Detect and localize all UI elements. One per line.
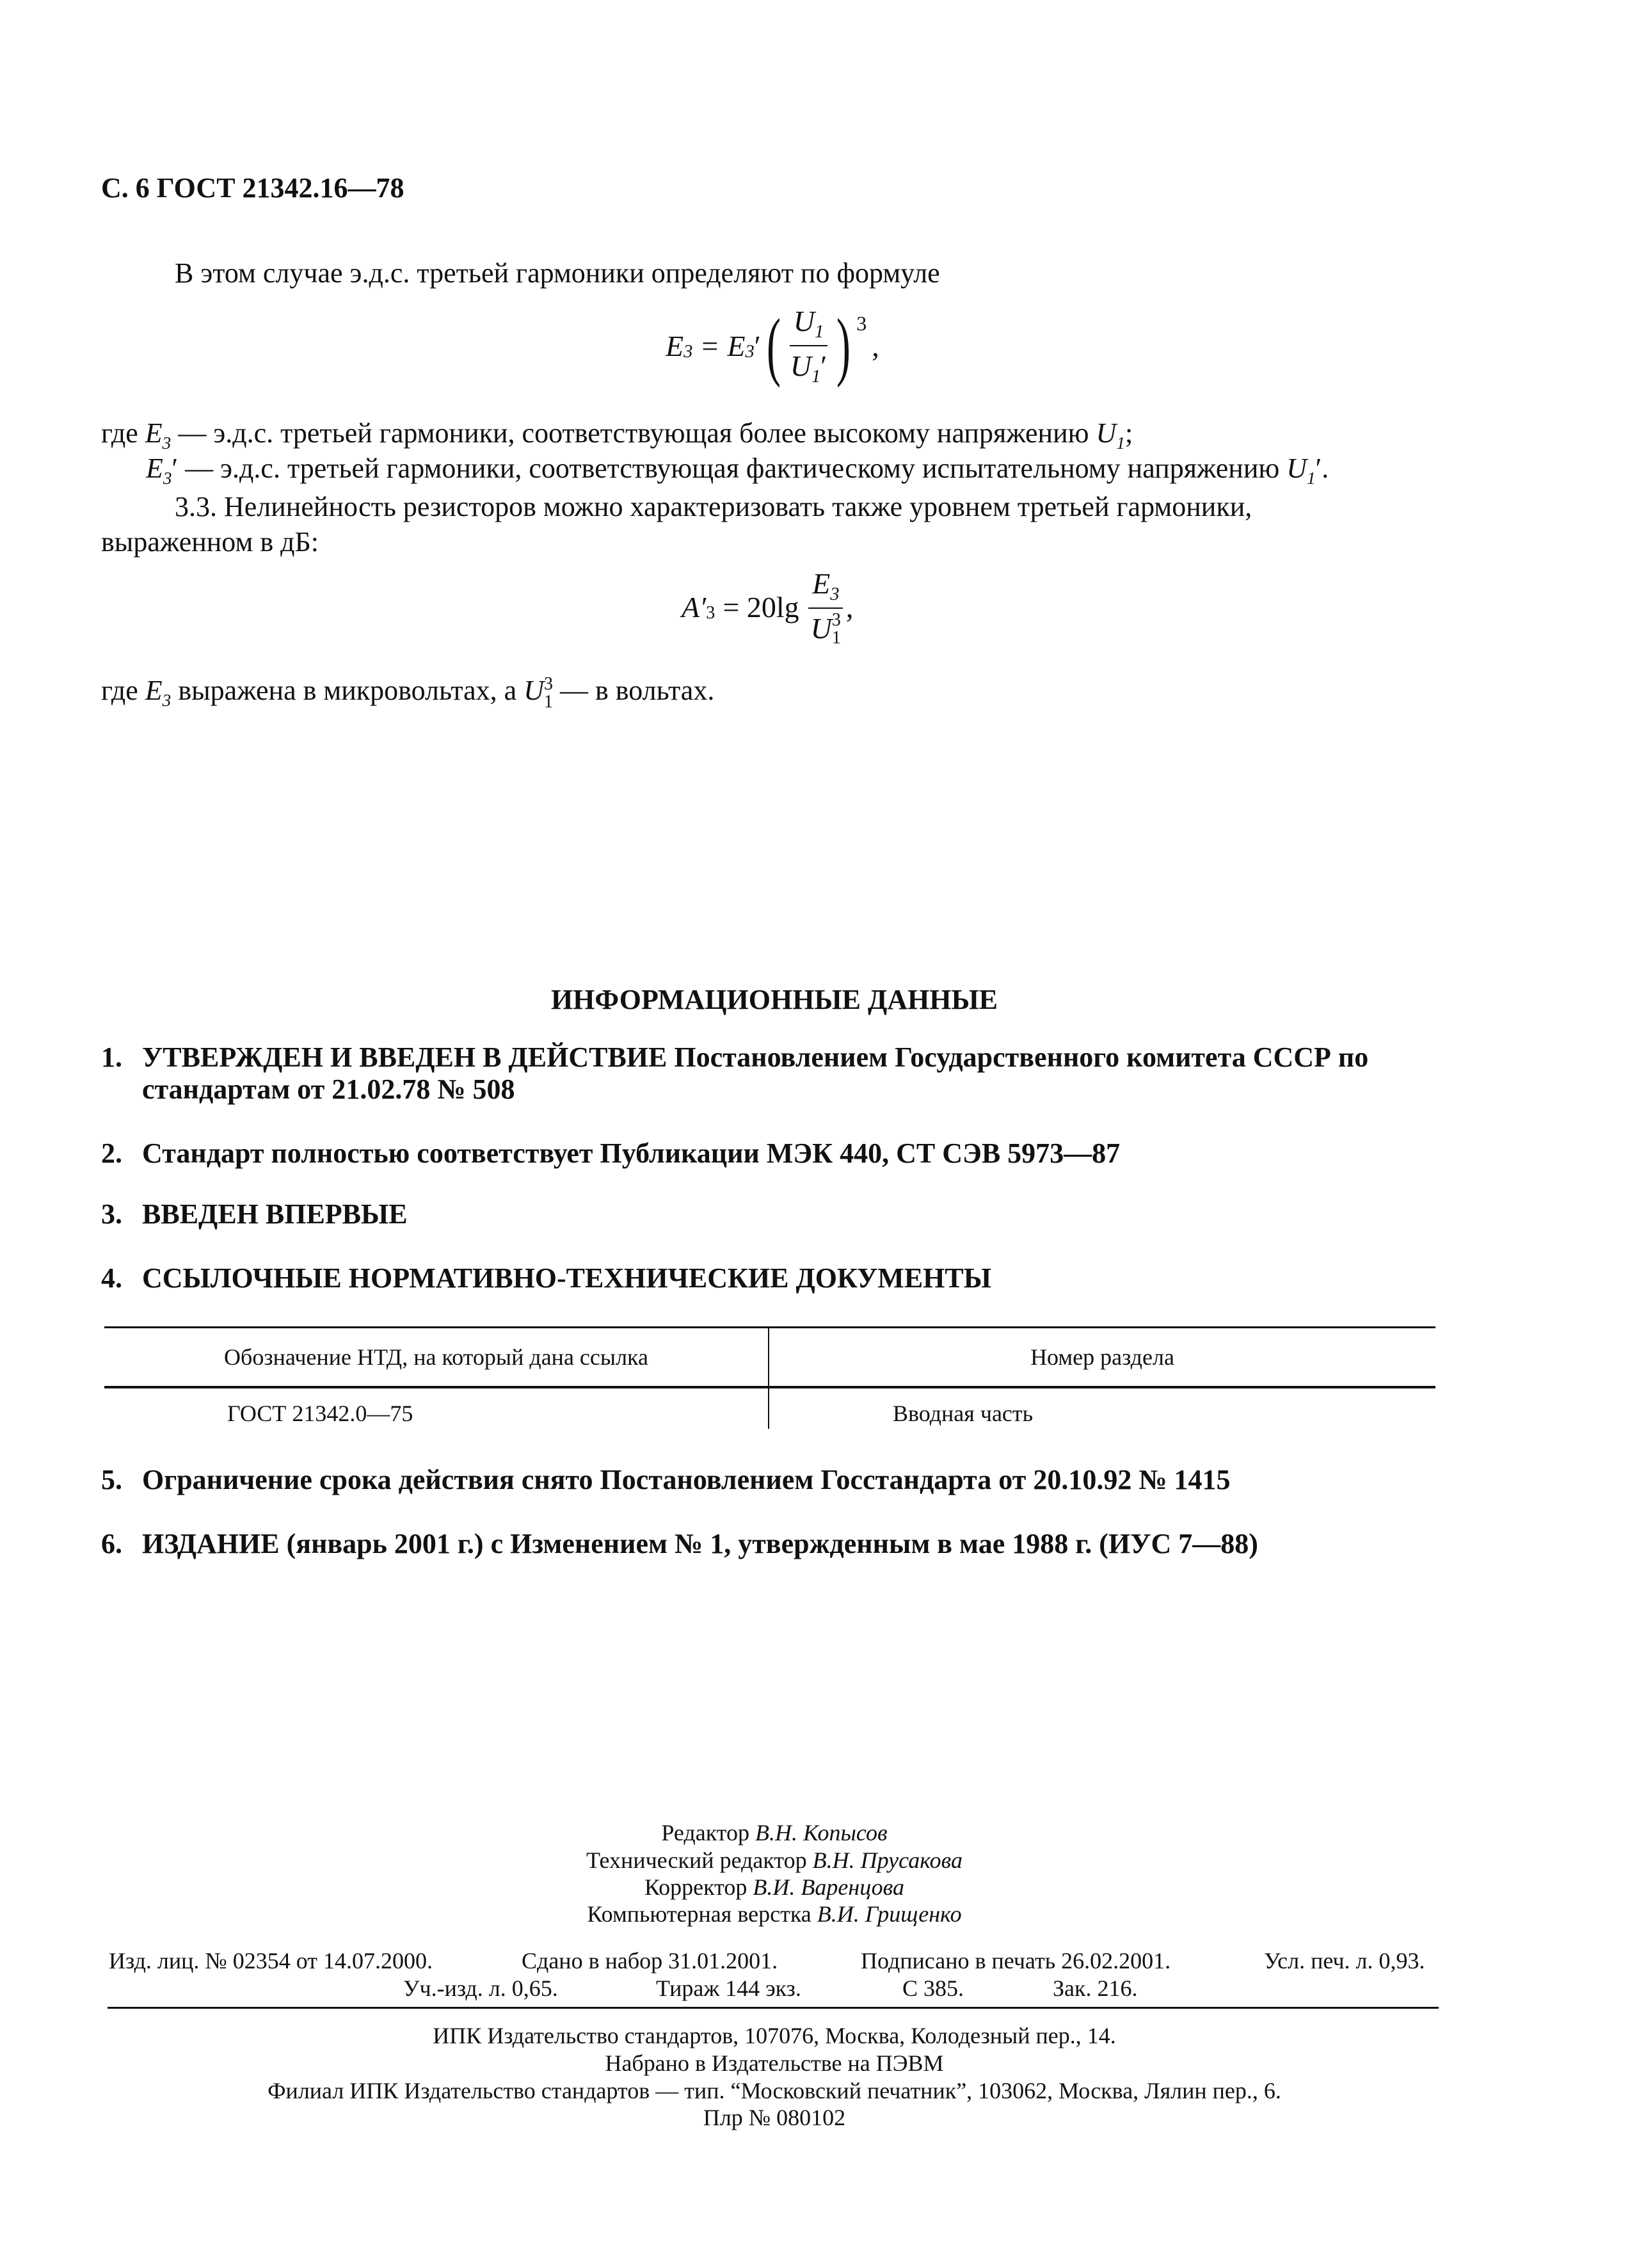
formula1-power: 3 — [856, 311, 867, 335]
table-cell-ntd: ГОСТ 21342.0—75 — [227, 1401, 413, 1426]
where1-text1: — э.д.с. третьей гармоники, соответствующая более высокому напряжению — [178, 417, 1089, 449]
table-header-rule — [104, 1386, 1435, 1388]
credit-tech-role: Технический редактор — [586, 1847, 807, 1873]
imprint-license: Изд. лиц. № 02354 от 14.07.2000. — [109, 1948, 433, 1974]
formula1-coef-prime: ′ — [754, 329, 761, 362]
where2-u-sup: 3 — [544, 674, 553, 694]
publisher-line4: Плр № 080102 — [703, 2105, 846, 2130]
publisher-line2: Набрано в Издательстве на ПЭВМ — [605, 2050, 944, 2076]
formula2-num-sub: 3 — [830, 584, 840, 605]
info-item4: ССЫЛОЧНЫЕ НОРМАТИВНО-ТЕХНИЧЕСКИЕ ДОКУМЕНТЫ — [142, 1262, 991, 1294]
credit-layout — [0, 1902, 1549, 1926]
where2-lead: где — [101, 675, 138, 707]
where2-end: — в вольтах. — [560, 675, 715, 707]
where1-sym2-prime: ′ — [172, 453, 179, 484]
formula1-den-prime: ′ — [820, 350, 827, 383]
where1-lead: где — [101, 417, 138, 449]
info-item2: Стандарт полностью соответствует Публикации МЭК 440, СТ СЭВ 5973—87 — [142, 1138, 1121, 1169]
formula2-den-sub: 1 — [831, 628, 841, 648]
formula1-den: U — [790, 350, 811, 383]
table-header-ntd: Обозначение НТД, на который дана ссылка — [224, 1344, 648, 1370]
info-item5: Ограничение срока действия снято Постановлением Госстандарта от 20.10.92 № 1415 — [142, 1464, 1231, 1495]
table-cell-section: Вводная часть — [893, 1401, 1034, 1426]
formula-e3 — [666, 304, 879, 387]
info-item6: ИЗДАНИЕ (январь 2001 г.) с Изменением № 1, утвержденным в мае 1988 г. (ИУС 7—88) — [142, 1528, 1258, 1559]
where1-sym2: E — [146, 453, 163, 484]
imprint-rule — [108, 2007, 1439, 2009]
left-paren: ( — [766, 303, 781, 389]
credit-layout-name: В.И. Грищенко — [817, 1901, 962, 1927]
formula1-fraction — [787, 304, 831, 387]
formula2-den: U — [810, 612, 832, 645]
where1-u2-sub: 1 — [1307, 468, 1316, 488]
formula1-num: U — [793, 305, 815, 337]
info-item1-rest: Постановлением Государственного комитета СССР по — [674, 1042, 1369, 1073]
credit-tech-editor — [0, 1849, 1549, 1872]
where1-sym1-sub: 3 — [162, 433, 172, 453]
intro-text: В этом случае э.д.с. третьей гармоники определяют по формуле — [175, 257, 940, 289]
imprint-zak: Зак. 216. — [1053, 1975, 1138, 2001]
table-column-divider — [768, 1326, 769, 1429]
credit-tech-name: В.Н. Прусакова — [812, 1847, 963, 1873]
where1-sym2-sub: 3 — [163, 468, 172, 488]
imprint-signed: Подписано в печать 26.02.2001. — [861, 1948, 1171, 1974]
formula2-eq: = 20lg — [723, 590, 799, 623]
where1-u1: U — [1096, 417, 1117, 449]
where1-end2: ′. — [1315, 453, 1329, 484]
credit-corrector — [0, 1876, 1549, 1899]
info-item1-number: 1. — [101, 1042, 122, 1073]
formula-a3 — [682, 567, 853, 647]
credit-editor — [0, 1821, 1549, 1844]
formula2-trail: , — [845, 590, 854, 623]
formula1-lhs: E — [666, 329, 684, 362]
imprint-c: С 385. — [902, 1975, 964, 2001]
formula2-lhs-sub: 3 — [706, 603, 715, 623]
para33-line2: выраженном в дБ: — [101, 526, 319, 558]
table-header-section: Номер раздела — [1030, 1344, 1174, 1370]
para33-line1: 3.3. Нелинейность резисторов можно характеризовать также уровнем третьей гармоники, — [175, 491, 1252, 522]
formula1-eq: = — [701, 329, 719, 362]
info-item1-line2: стандартам от 21.02.78 № 508 — [142, 1074, 515, 1105]
info-item6-number: 6. — [101, 1528, 122, 1559]
info-title: ИНФОРМАЦИОННЫЕ ДАННЫЕ — [550, 984, 998, 1015]
info-item1-caps: УТВЕРЖДЕН И ВВЕДЕН В ДЕЙСТВИЕ — [142, 1042, 667, 1073]
credit-editor-name: В.Н. Копысов — [755, 1820, 888, 1846]
info-item3: ВВЕДЕН ВПЕРВЫЕ — [142, 1198, 408, 1230]
info-item4-number: 4. — [101, 1262, 122, 1294]
credit-corr-role: Корректор — [644, 1874, 747, 1900]
where1-sym1: E — [145, 417, 163, 449]
formula2-fraction — [807, 567, 845, 647]
right-paren: ) — [836, 303, 851, 389]
formula1-lhs-sub: 3 — [683, 342, 693, 362]
formula1-num-sub: 1 — [815, 322, 824, 342]
formula1-coef: E — [727, 329, 746, 362]
where1-u1-sub: 1 — [1116, 433, 1125, 453]
credit-corr-name: В.И. Варенцова — [753, 1874, 905, 1900]
where2-sym: E — [145, 675, 163, 707]
credit-layout-role: Компьютерная верстка — [587, 1901, 811, 1927]
formula1-trail: , — [872, 329, 879, 362]
imprint-uch: Уч.-изд. л. 0,65. — [403, 1975, 558, 2001]
imprint-tirazh: Тираж 144 экз. — [656, 1975, 801, 2001]
info-item5-number: 5. — [101, 1464, 122, 1495]
info-item2-number: 2. — [101, 1138, 122, 1169]
publisher-line3: Филиал ИПК Издательство стандартов — тип. “Московский печатник”, 103062, Москва, Лялин пер., 6. — [268, 2078, 1281, 2103]
formula2-lhs: A′ — [682, 590, 707, 623]
where2-u: U — [523, 675, 544, 707]
where1-u2: U — [1286, 453, 1307, 484]
formula1-den-sub: 1 — [811, 367, 821, 387]
publisher-line1: ИПК Издательство стандартов, 107076, Москва, Колодезный пер., 14. — [433, 2023, 1116, 2048]
where2-mid: выражена в микровольтах, а — [178, 675, 517, 707]
where1-line1 — [101, 419, 1133, 452]
imprint-sent: Сдано в набор 31.01.2001. — [522, 1948, 778, 1974]
where2-line — [101, 675, 714, 711]
where1-end1: ; — [1124, 417, 1133, 449]
formula2-num: E — [812, 567, 831, 600]
page-header: С. 6 ГОСТ 21342.16—78 — [101, 172, 404, 204]
formula1-coef-sub: 3 — [745, 342, 755, 362]
where2-sym-sub: 3 — [162, 690, 172, 710]
info-item3-number: 3. — [101, 1198, 122, 1230]
where1-line2 — [146, 454, 1329, 487]
imprint-usl: Усл. печ. л. 0,93. — [1264, 1948, 1425, 1974]
where2-u-sub: 1 — [544, 692, 553, 712]
table-top-rule — [104, 1326, 1435, 1328]
credit-editor-role: Редактор — [661, 1820, 749, 1846]
where1-text2: — э.д.с. третьей гармоники, соответствующая фактическому испытательному напряжению — [185, 453, 1280, 484]
formula2-den-sup: 3 — [831, 610, 841, 631]
info-item1 — [142, 1043, 1368, 1072]
